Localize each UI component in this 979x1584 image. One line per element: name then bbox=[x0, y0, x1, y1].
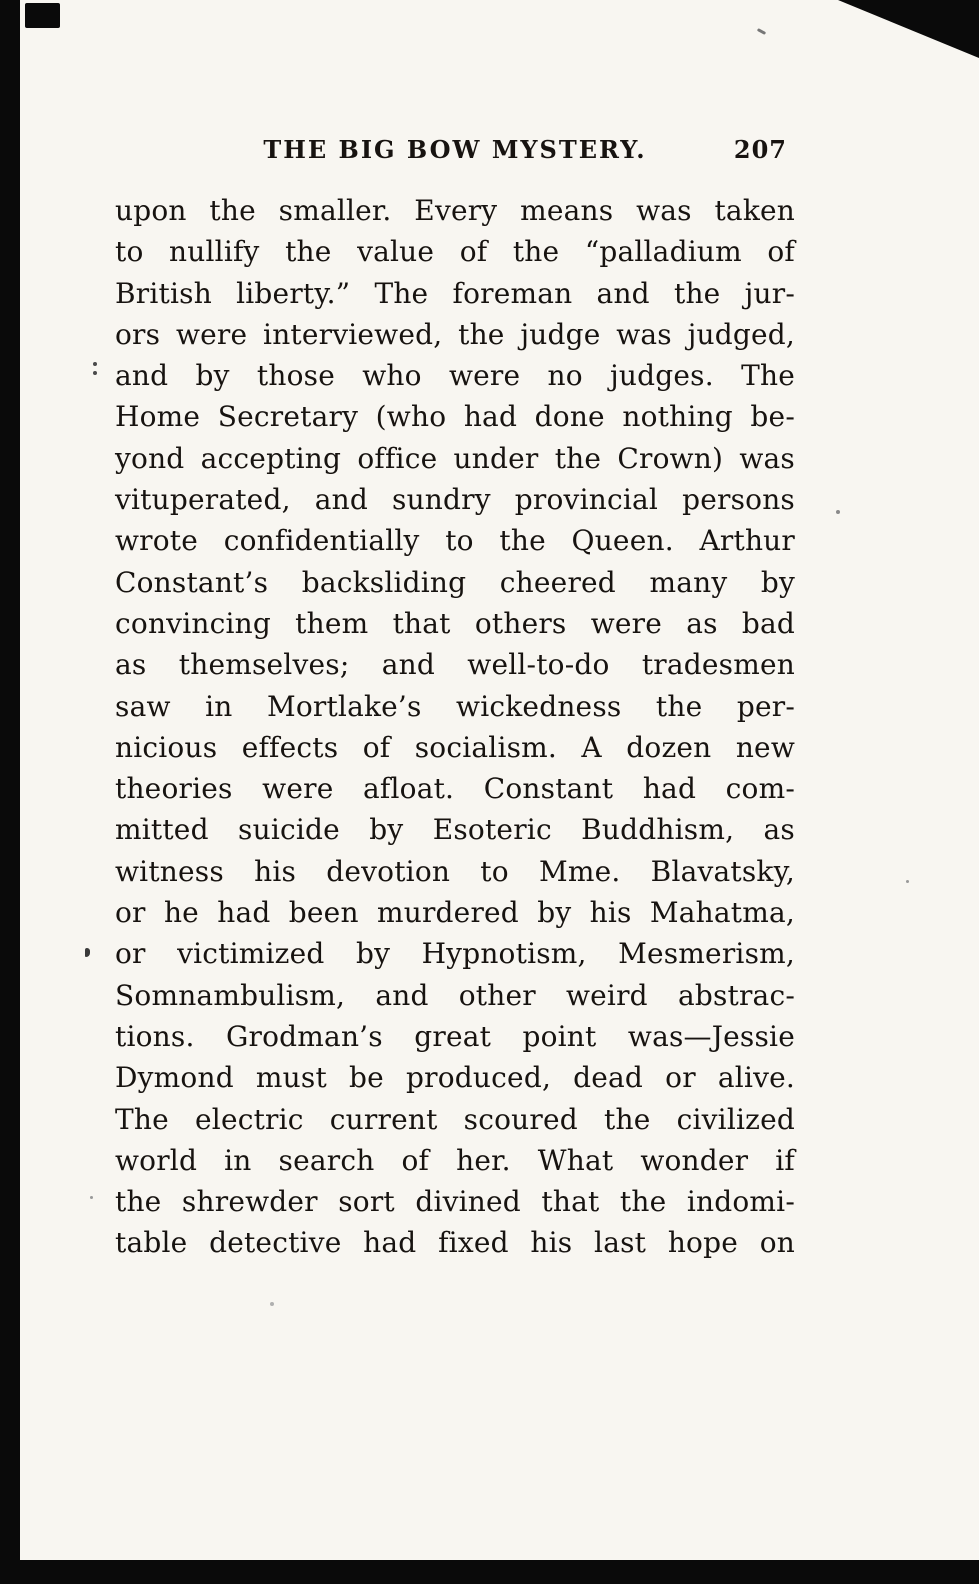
scan-edge-left bbox=[0, 0, 20, 1584]
body-text-line: wrote confidentially to the Queen. Arthur bbox=[115, 524, 795, 558]
body-text-line: convincing them that others were as bad bbox=[115, 606, 795, 640]
page-header bbox=[115, 134, 795, 166]
body-text-line: to nullify the value of the “palladium of bbox=[115, 235, 795, 269]
body-text-line: Dymond must be produced, dead or alive. bbox=[115, 1061, 795, 1095]
body-text-line: tions. Grodman’s great point was—Jessie bbox=[115, 1019, 795, 1053]
body-text-line: Somnambulism, and other weird abstrac- bbox=[115, 978, 795, 1012]
ink-speck bbox=[836, 510, 840, 514]
body-text-line: theories were afloat. Constant had com- bbox=[115, 772, 795, 806]
ink-speck bbox=[93, 362, 97, 366]
ink-speck bbox=[90, 1196, 93, 1199]
body-text-line: ors were interviewed, the judge was judged, bbox=[115, 317, 795, 351]
scan-edge-bottom bbox=[0, 1560, 979, 1584]
ink-speck bbox=[85, 948, 90, 957]
body-text-line: witness his devotion to Mme. Blavatsky, bbox=[115, 854, 795, 888]
ink-speck bbox=[757, 28, 766, 35]
page-number: 207 bbox=[733, 135, 787, 164]
running-title: THE BIG BOW MYSTERY. bbox=[263, 135, 647, 164]
body-text-line: The electric current scoured the civilized bbox=[115, 1102, 795, 1136]
ink-speck bbox=[270, 1302, 274, 1306]
body-text-line: British liberty.” The foreman and the jur- bbox=[115, 276, 795, 310]
body-text-line: Home Secretary (who had done nothing be- bbox=[115, 400, 795, 434]
scan-artifact-top-right bbox=[838, 0, 979, 58]
body-text-line: or victimized by Hypnotism, Mesmerism, bbox=[115, 937, 795, 971]
body-text-line: as themselves; and well-to-do tradesmen bbox=[115, 648, 795, 682]
body-text-line: world in search of her. What wonder if bbox=[115, 1143, 795, 1177]
body-text-line: and by those who were no judges. The bbox=[115, 359, 795, 393]
body-text-line: or he had been murdered by his Mahatma, bbox=[115, 896, 795, 930]
body-text-line: Constant’s backsliding cheered many by bbox=[115, 565, 795, 599]
body-text-line: table detective had fixed his last hope on bbox=[115, 1226, 795, 1260]
body-text-line: upon the smaller. Every means was taken bbox=[115, 194, 795, 227]
body-text-line: nicious effects of socialism. A dozen new bbox=[115, 730, 795, 764]
body-text-line: the shrewder sort divined that the indomi- bbox=[115, 1185, 795, 1219]
body-text-line: saw in Mortlake’s wickedness the per- bbox=[115, 689, 795, 723]
body-text-line: mitted suicide by Esoteric Buddhism, as bbox=[115, 813, 795, 847]
body-text-line: yond accepting office under the Crown) was bbox=[115, 441, 795, 475]
body-text bbox=[115, 190, 795, 1264]
ink-speck bbox=[906, 880, 909, 883]
ink-speck bbox=[93, 371, 97, 375]
scan-artifact-top-left bbox=[25, 3, 60, 28]
body-text-line: vituperated, and sundry provincial persons bbox=[115, 483, 795, 517]
